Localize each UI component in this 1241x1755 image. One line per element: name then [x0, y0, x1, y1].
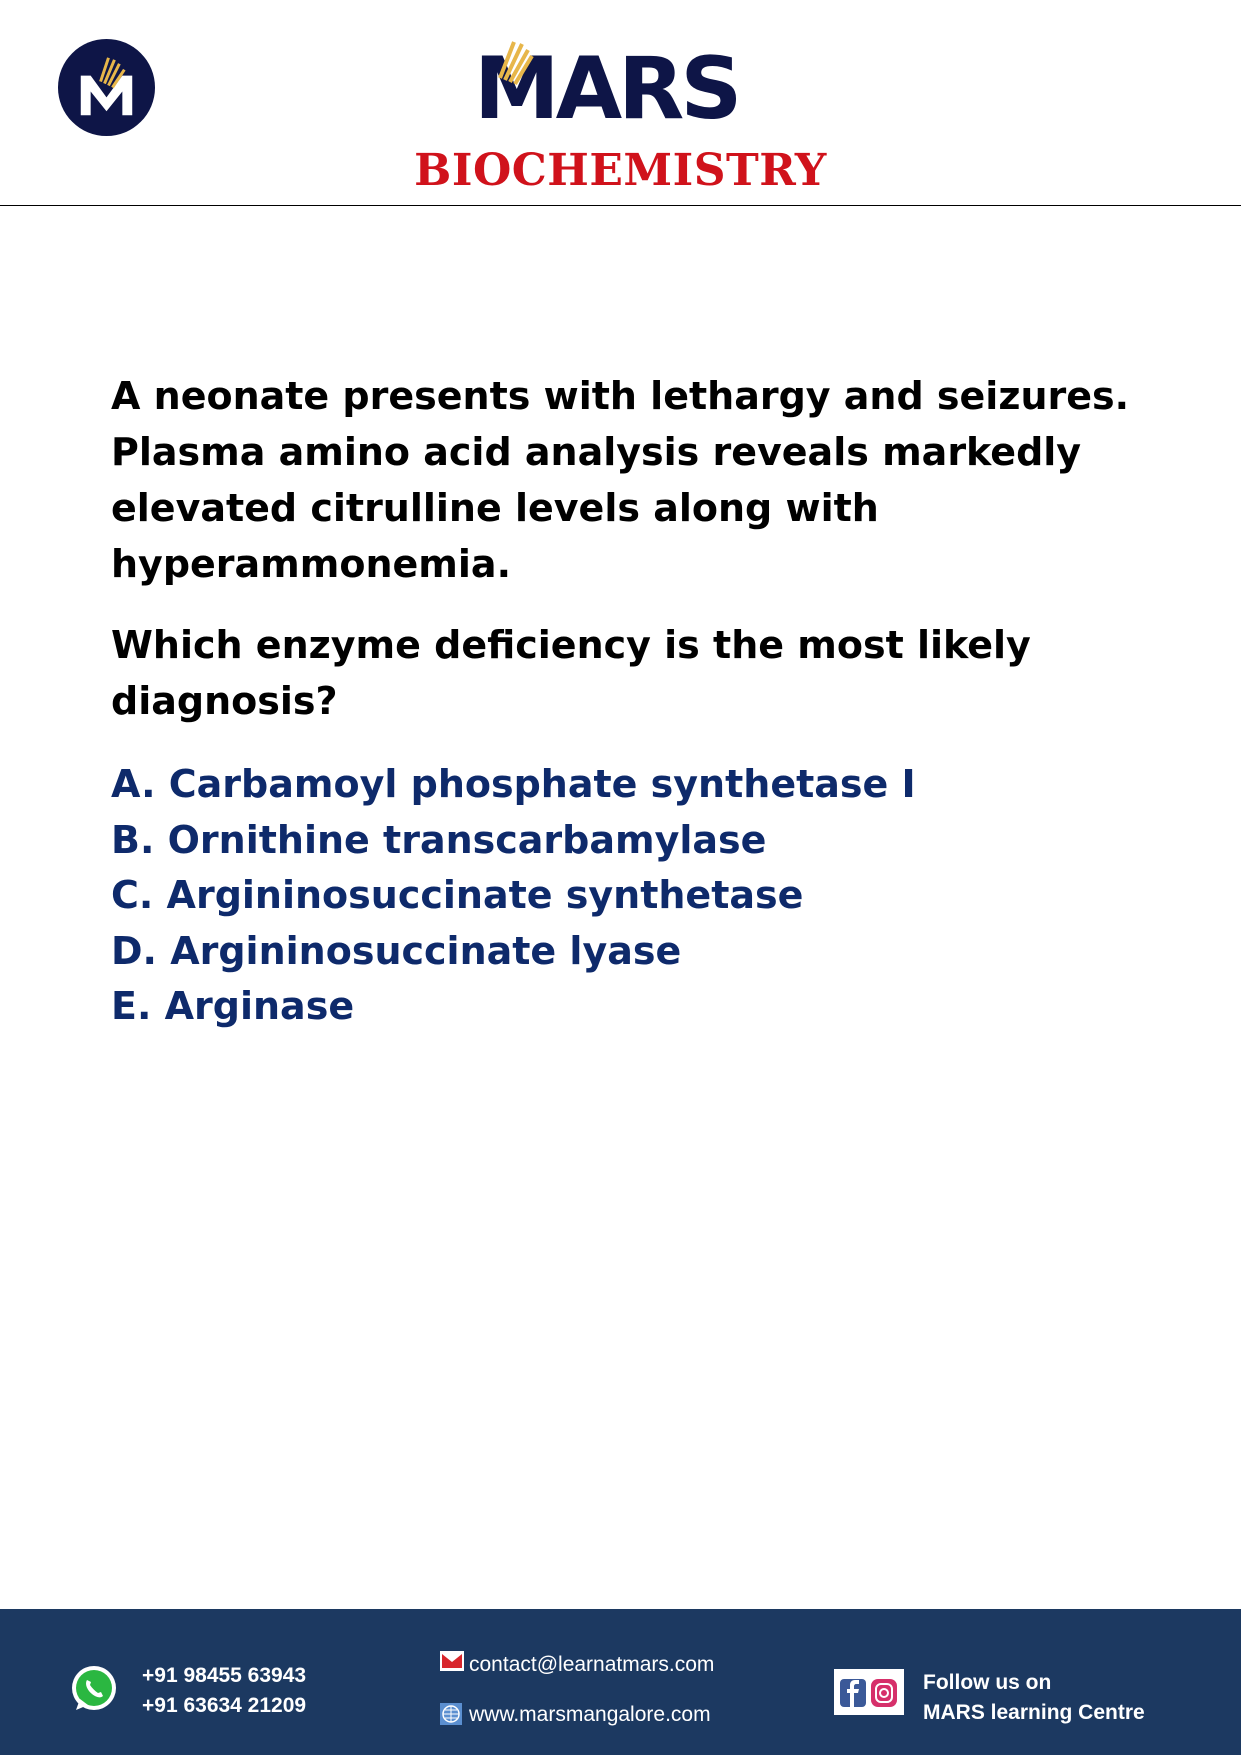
website-link[interactable]: www.marsmangalore.com	[469, 1703, 711, 1726]
question-prompt: Which enzyme deficiency is the most likely diagnosis?	[111, 623, 1031, 723]
question-stem: A neonate presents with lethargy and seizures. Plasma amino acid analysis reveals markedly elevated citrulline levels along with hyperammonemia.	[111, 374, 1130, 586]
social-icons	[834, 1669, 904, 1715]
answer-option-a[interactable]: A. Carbamoyl phosphate synthetase I	[111, 762, 916, 806]
brand-wordmark: MARS	[474, 39, 739, 139]
mars-brand-rays	[474, 39, 739, 139]
follow-us-label: Follow us on	[923, 1671, 1052, 1694]
globe-icon	[440, 1703, 462, 1725]
whatsapp-icon	[68, 1663, 120, 1715]
answer-option-d[interactable]: D. Argininosuccinate lyase	[111, 928, 682, 973]
social-account-name[interactable]: MARS learning Centre	[923, 1701, 1145, 1724]
answer-options	[111, 757, 1151, 1035]
answer-option-e[interactable]: E. Arginase	[111, 984, 355, 1028]
answer-option-b[interactable]: B. Ornithine transcarbamylase	[111, 817, 767, 862]
contact-email[interactable]: contact@learnatmars.com	[469, 1653, 715, 1676]
answer-option-c[interactable]: C. Argininosuccinate synthetase	[111, 873, 804, 917]
page-header	[0, 0, 1241, 206]
header-divider	[0, 205, 1241, 206]
subject-title: BIOCHEMISTRY	[414, 145, 827, 196]
mars-circle-logo	[57, 38, 156, 137]
phone-number-2[interactable]: +91 63634 21209	[142, 1694, 307, 1717]
mail-icon	[440, 1651, 464, 1671]
phone-number-1[interactable]: +91 98455 63943	[142, 1664, 307, 1687]
